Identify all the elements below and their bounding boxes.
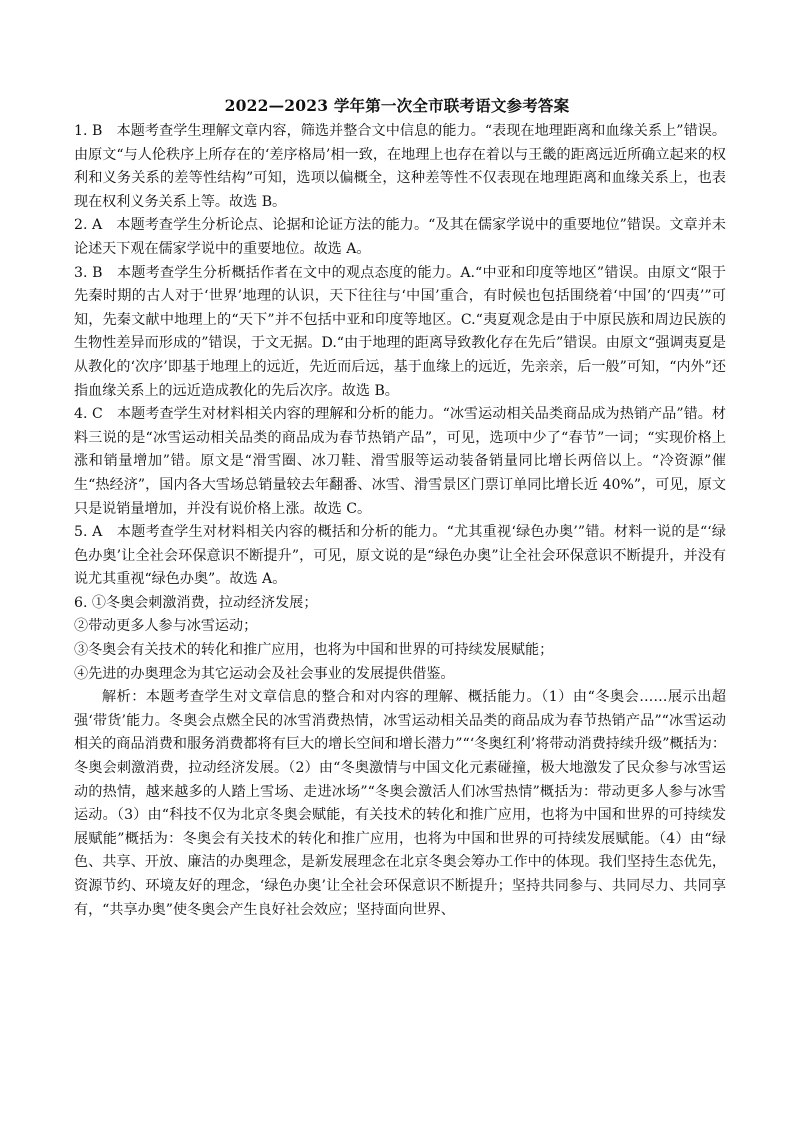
answer-6-point-4: ④先进的办奥理念为其它运动会及社会事业的发展提供借鉴。 bbox=[74, 665, 455, 682]
answer-6-point-2: ②带动更多人参与冰雪运动； bbox=[74, 618, 258, 635]
answer-6-point-1: 6. ①冬奥会刺激消费，拉动经济发展； bbox=[74, 594, 318, 611]
page-title: 2022—2023 学年第一次全市联考语文参考答案 bbox=[224, 96, 570, 115]
answer-6-point-3: ③冬奥会有关技术的转化和推广应用，也将为中国和世界的可持续发展赋能； bbox=[74, 642, 554, 659]
answer-body bbox=[74, 120, 726, 922]
answer-paragraph-3: 3. B 本题考查学生分析概括作者在文中的观点态度的能力。A.“中亚和印度等地区”错误。由原文“限于先秦时期的古人对于‘世界’地理的认识，天下往往与‘中国’重合，有时候也包括围绕着‘中国’的‘四夷’”可知，先秦文献中地理上的“天下”并不包括中亚和印度等地区。C.“夷夏观念是由于中原民族和周边民族的生物性差异而形成的”错误，于文无据。D.“由于地理的距离导致教化存在先后”错误。由原文“强调夷夏是从教化的‘次序’即基于地理上的远近，先近而后远，基于血缘上的远近，先亲亲，后一般”可知，“内外”还指血缘关系上的远近造成教化的先后次序。故选 B。 bbox=[74, 264, 726, 399]
answer-paragraph-4: 4. C 本题考查学生对材料相关内容的理解和分析的能力。“冰雪运动相关品类商品成为热销产品”错。材料三说的是“冰雪运动相关品类的商品成为春节热销产品”，可见，选项中少了“春节”一词；“实现价格上涨和销量增加”错。原文是“滑雪圈、冰刀鞋、滑雪服等运动装备销量同比增长两倍以上。“冷资源”催生“热经济”，国内各大雪场总销量较去年翻番、冰雪、滑雪景区门票订单同比增长近 40%”，可见，原文只是说销量增加，并没有说价格上涨。故选 C。 bbox=[74, 406, 726, 517]
answer-6-analysis: 解析：本题考查学生对文章信息的整合和对内容的理解、概括能力。（1）由“冬奥会……展示出超强‘带货’能力。冬奥会点燃全民的冰雪消费热情，冰雪运动相关品类的商品成为春节热销产品”“冰雪运动相关的商品消费和服务消费都将有巨大的增长空间和增长潜力”“‘冬奥红利’将带动消费持续升级”概括为：冬奥会刺激消费，拉动经济发展。（2）由“冬奥激情与中国文化元素碰撞，极大地激发了民众参与冰雪运动的热情，越来越多的人踏上雪场、走进冰场”“冬奥会激活人们冰雪热情”概括为：带动更多人参与冰雪运动。（3）由“科技不仅为北京冬奥会赋能，有关技术的转化和推广应用，也将为中国和世界的可持续发展赋能”概括为：冬奥会有关技术的转化和推广应用，也将为中国和世界的可持续发展赋能。（4）由“绿色、共享、开放、廉洁的办奥理念，是新发展理念在北京冬奥会筹办工作中的体现。我们坚持生态优先，资源节约、环境友好的理念，‘绿色办奥’让全社会环保意识不断提升；坚持共同参与、共同尽力、共同享有，“共享办奥”使冬奥会产生良好社会效应；坚持面向世界、 bbox=[74, 689, 726, 918]
answer-paragraph-1: 1. B 本题考查学生理解文章内容，筛选并整合文中信息的能力。“表现在地理距离和血缘关系上”错误。由原文“与人伦秩序上所存在的‘差序格局’相一致，在地理上也存在着以与王畿的距离远近所确立起来的权利和义务关系的差等性结构”可知，选项以偏概全，这种差等性不仅表现在地理距离和血缘关系上，也表现在权利义务关系上等。故选 B。 bbox=[74, 123, 726, 210]
answer-paragraph-5: 5. A 本题考查学生对材料相关内容的概括和分析的能力。“尤其重视‘绿色办奥’”错。材料一说的是“‘绿色办奥’让全社会环保意识不断提升”，可见，原文说的是“绿色办奥”让全社会环保意识不断提升，并没有说尤其重视“绿色办奥”。故选 A。 bbox=[74, 524, 726, 588]
answer-paragraph-2: 2. A 本题考查学生分析论点、论据和论证方法的能力。“及其在儒家学说中的重要地位”错误。文章并未论述天下观在儒家学说中的重要地位。故选 A。 bbox=[74, 217, 726, 257]
